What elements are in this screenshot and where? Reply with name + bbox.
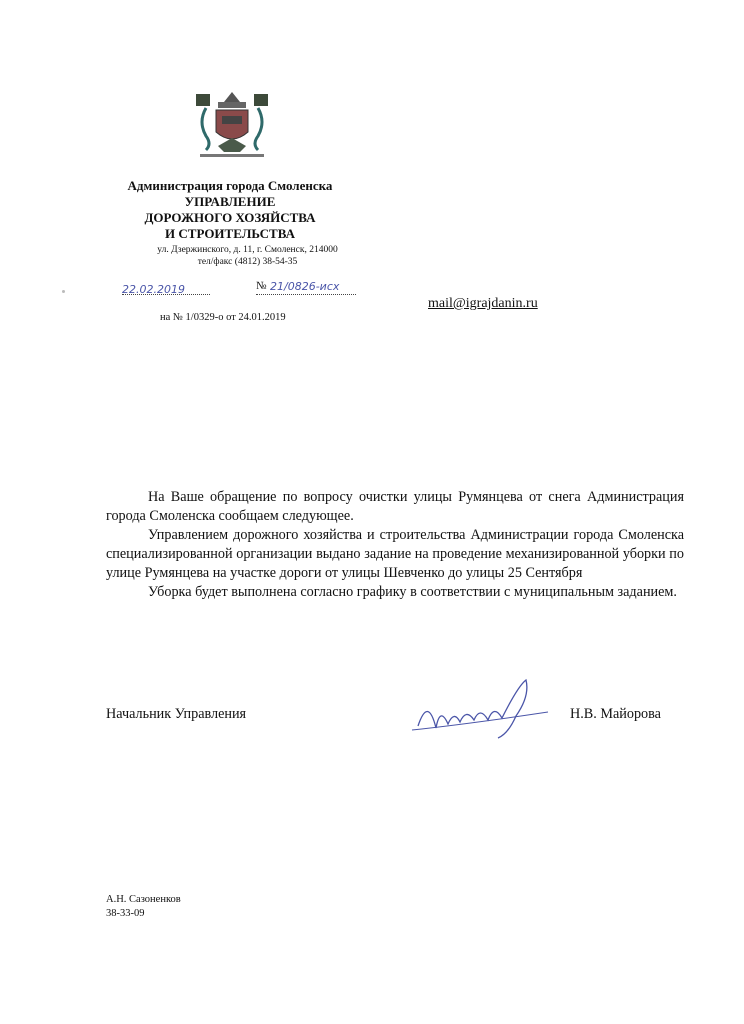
executor-block — [106, 893, 181, 921]
executor-phone: 38-33-09 — [106, 908, 145, 919]
department-line-1: УПРАВЛЕНИЕ — [184, 194, 276, 209]
reference-line: на № 1/0329-о от 24.01.2019 — [160, 312, 286, 323]
recipient-email-link[interactable]: mail@igrajdanin.ru — [428, 296, 538, 311]
letterhead — [100, 178, 360, 242]
organization-name: Администрация города Смоленска — [127, 178, 333, 193]
number-sign: № — [256, 280, 267, 292]
outgoing-number — [256, 280, 356, 295]
executor-name: А.Н. Сазоненков — [106, 894, 181, 905]
outgoing-date-value: 22.02.2019 — [122, 283, 185, 296]
phone-fax: тел/факс (4812) 38-54-35 — [197, 257, 298, 267]
outgoing-number-value: 21/0826-исх — [270, 280, 340, 293]
contact-block — [140, 244, 355, 268]
signatory-name: Н.В. Майорова — [570, 706, 661, 722]
body-paragraph: На Ваше обращение по вопросу очистки улицы Румянцева от снега Администрация города Смоленска сообщаем следующее. — [106, 489, 684, 524]
smolensk-emblem-icon — [192, 88, 272, 162]
body-paragraph: Уборка будет выполнена согласно графику в соответствии с муниципальным заданием. — [148, 584, 677, 600]
address: ул. Дзержинского, д. 11, г. Смоленск, 214000 — [157, 245, 338, 255]
outgoing-date — [122, 280, 210, 295]
handwritten-signature — [408, 676, 558, 746]
signatory-title: Начальник Управления — [106, 706, 247, 722]
letter-body — [106, 488, 684, 602]
scan-speck — [62, 290, 65, 293]
department-line-2: ДОРОЖНОГО ХОЗЯЙСТВА — [144, 210, 316, 225]
body-paragraph: Управлением дорожного хозяйства и строительства Администрации города Смоленска специализированной организации выдано задание на проведение механизированной уборки по улице Румянцева на участке дороги от улицы Шевченко до улицы 25 Сентября — [106, 527, 684, 581]
department-line-3: И СТРОИТЕЛЬСТВА — [165, 226, 295, 241]
